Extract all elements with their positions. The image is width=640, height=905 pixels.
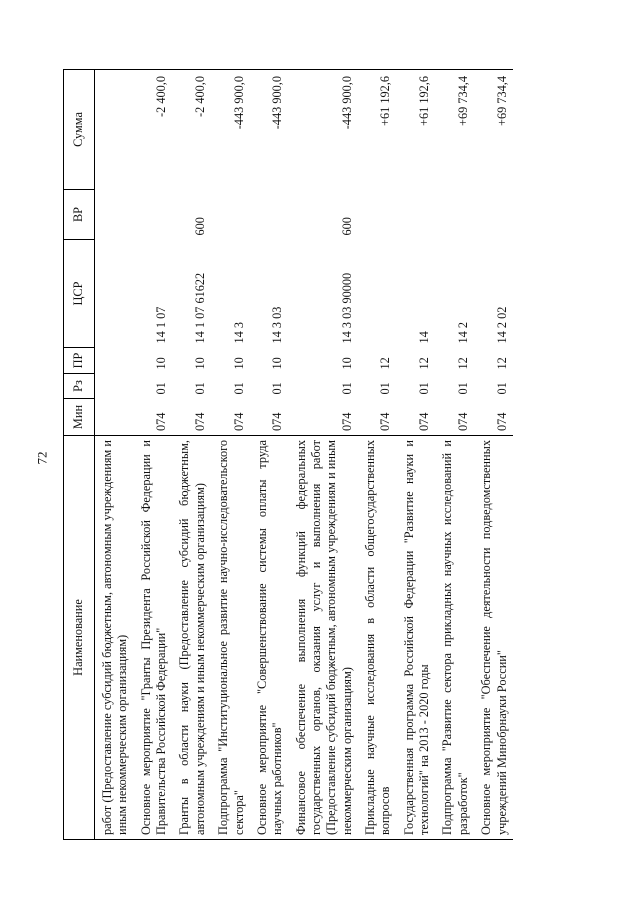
table-row	[134, 70, 173, 840]
row-pr: 12	[417, 357, 432, 370]
table-row	[397, 70, 436, 840]
row-csr: 14 2	[455, 321, 470, 344]
row-name: Государственная программа Российской Федерации "Развитие науки и технологий" на 2013 - 2020 годы	[397, 436, 436, 840]
row-csr: 14 3 03	[270, 306, 285, 344]
row-name: Подпрограмма "Институциональное развитие научно-исследовательского сектора"	[211, 436, 250, 840]
row-pr: 10	[154, 357, 169, 370]
row-name: работ (Предоставление субсидий бюджетным, автономным учреждениям и иным некоммерческим организациям)	[95, 436, 134, 840]
row-vr	[134, 190, 173, 240]
row-vr: 600	[339, 217, 354, 236]
row-sum: -2 400,0	[134, 70, 173, 190]
row-vr	[397, 190, 436, 240]
row-pr: 10	[339, 357, 354, 370]
row-min: 074	[455, 412, 470, 431]
row-min: 074	[378, 412, 393, 431]
row-csr	[95, 240, 134, 348]
row-min: 074	[192, 412, 207, 431]
row-vr	[250, 190, 289, 240]
row-name: Основное мероприятие "Гранты Президента Российской Федерации и Правительства Российской Федерации"	[134, 436, 173, 840]
row-name: Гранты в области науки (Предоставление субсидий бюджетным, автономным учреждениям и иным некоммерческим организациям)	[172, 436, 211, 840]
row-name: Прикладные научные исследования в области общегосударственных вопросов	[358, 436, 397, 840]
row-min: 074	[270, 412, 285, 431]
header-csr: ЦСР	[64, 240, 95, 348]
row-csr: 14 1 07 61622	[192, 272, 207, 344]
row-vr	[435, 190, 474, 240]
row-pr: 12	[494, 357, 509, 370]
row-pr: 10	[231, 357, 246, 370]
row-min	[95, 399, 134, 436]
row-rz: 01	[192, 382, 207, 395]
row-rz: 01	[494, 382, 509, 395]
table-row	[95, 70, 134, 840]
row-name: Подпрограмма "Развитие сектора прикладных научных исследований и разработок"	[435, 436, 474, 840]
rotated-page-content	[63, 70, 558, 840]
row-sum	[95, 70, 134, 190]
row-min: 074	[154, 412, 169, 431]
row-pr	[95, 348, 134, 374]
row-min: 074	[494, 412, 509, 431]
row-sum: -443 900,0	[250, 70, 289, 190]
row-pr: 12	[455, 357, 470, 370]
table-row	[435, 70, 474, 840]
row-min: 074	[417, 412, 432, 431]
table-row	[250, 70, 289, 840]
row-sum: +61 192,6	[397, 70, 436, 190]
row-min: 074	[231, 412, 246, 431]
row-rz: 01	[417, 382, 432, 395]
header-name: Наименование	[64, 436, 95, 840]
row-name: Финансовое обеспечение выполнения функций федеральных государственных органов, оказания услуг и выполнения работ (Предоставление субсидий бюджетным, автономным учреждениям и иным некоммерческим организациям)	[289, 436, 358, 840]
row-vr: 600	[192, 217, 207, 236]
row-csr: 14 3	[231, 321, 246, 344]
header-rz: Рз	[64, 374, 95, 399]
budget-table	[63, 69, 513, 840]
table-body	[95, 70, 513, 840]
row-rz: 01	[339, 382, 354, 395]
row-rz	[95, 374, 134, 399]
row-pr: 10	[192, 357, 207, 370]
row-min: 074	[339, 412, 354, 431]
row-rz: 01	[231, 382, 246, 395]
row-vr	[474, 190, 513, 240]
row-sum: -2 400,0	[172, 70, 211, 190]
row-name: Основное мероприятие "Обеспечение деятельности подведомственных учреждений Минобрнауки России"	[474, 436, 513, 840]
header-vr: ВР	[64, 190, 95, 240]
header-pr: ПР	[64, 348, 95, 374]
row-sum: +69 734,4	[435, 70, 474, 190]
row-name: Основное мероприятие "Совершенствование системы оплаты труда научных работников"	[250, 436, 289, 840]
header-min: Мин	[64, 399, 95, 436]
row-sum: -443 900,0	[211, 70, 250, 190]
table-row	[172, 70, 211, 840]
table-row	[474, 70, 513, 840]
row-rz: 01	[270, 382, 285, 395]
row-vr	[358, 190, 397, 240]
page-number-text: 72	[34, 451, 49, 465]
row-rz: 01	[154, 382, 169, 395]
row-sum: +61 192,6	[358, 70, 397, 190]
page-number	[36, 447, 48, 469]
row-vr	[95, 190, 134, 240]
row-pr: 10	[270, 357, 285, 370]
row-csr: 14 1 07	[154, 306, 169, 344]
table-header-row	[64, 70, 95, 840]
header-sum: Сумма	[64, 70, 95, 190]
row-csr: 14 2 02	[494, 306, 509, 344]
row-vr	[211, 190, 250, 240]
row-pr: 12	[378, 357, 393, 370]
row-csr: 14 3 03 90000	[339, 272, 354, 344]
row-rz: 01	[455, 382, 470, 395]
table-row	[289, 70, 358, 840]
row-sum: +69 734,4	[474, 70, 513, 190]
table-row	[358, 70, 397, 840]
row-rz: 01	[378, 382, 393, 395]
row-sum: -443 900,0	[289, 70, 358, 190]
row-csr	[358, 240, 397, 348]
row-csr: 14	[417, 331, 432, 344]
table-row	[211, 70, 250, 840]
